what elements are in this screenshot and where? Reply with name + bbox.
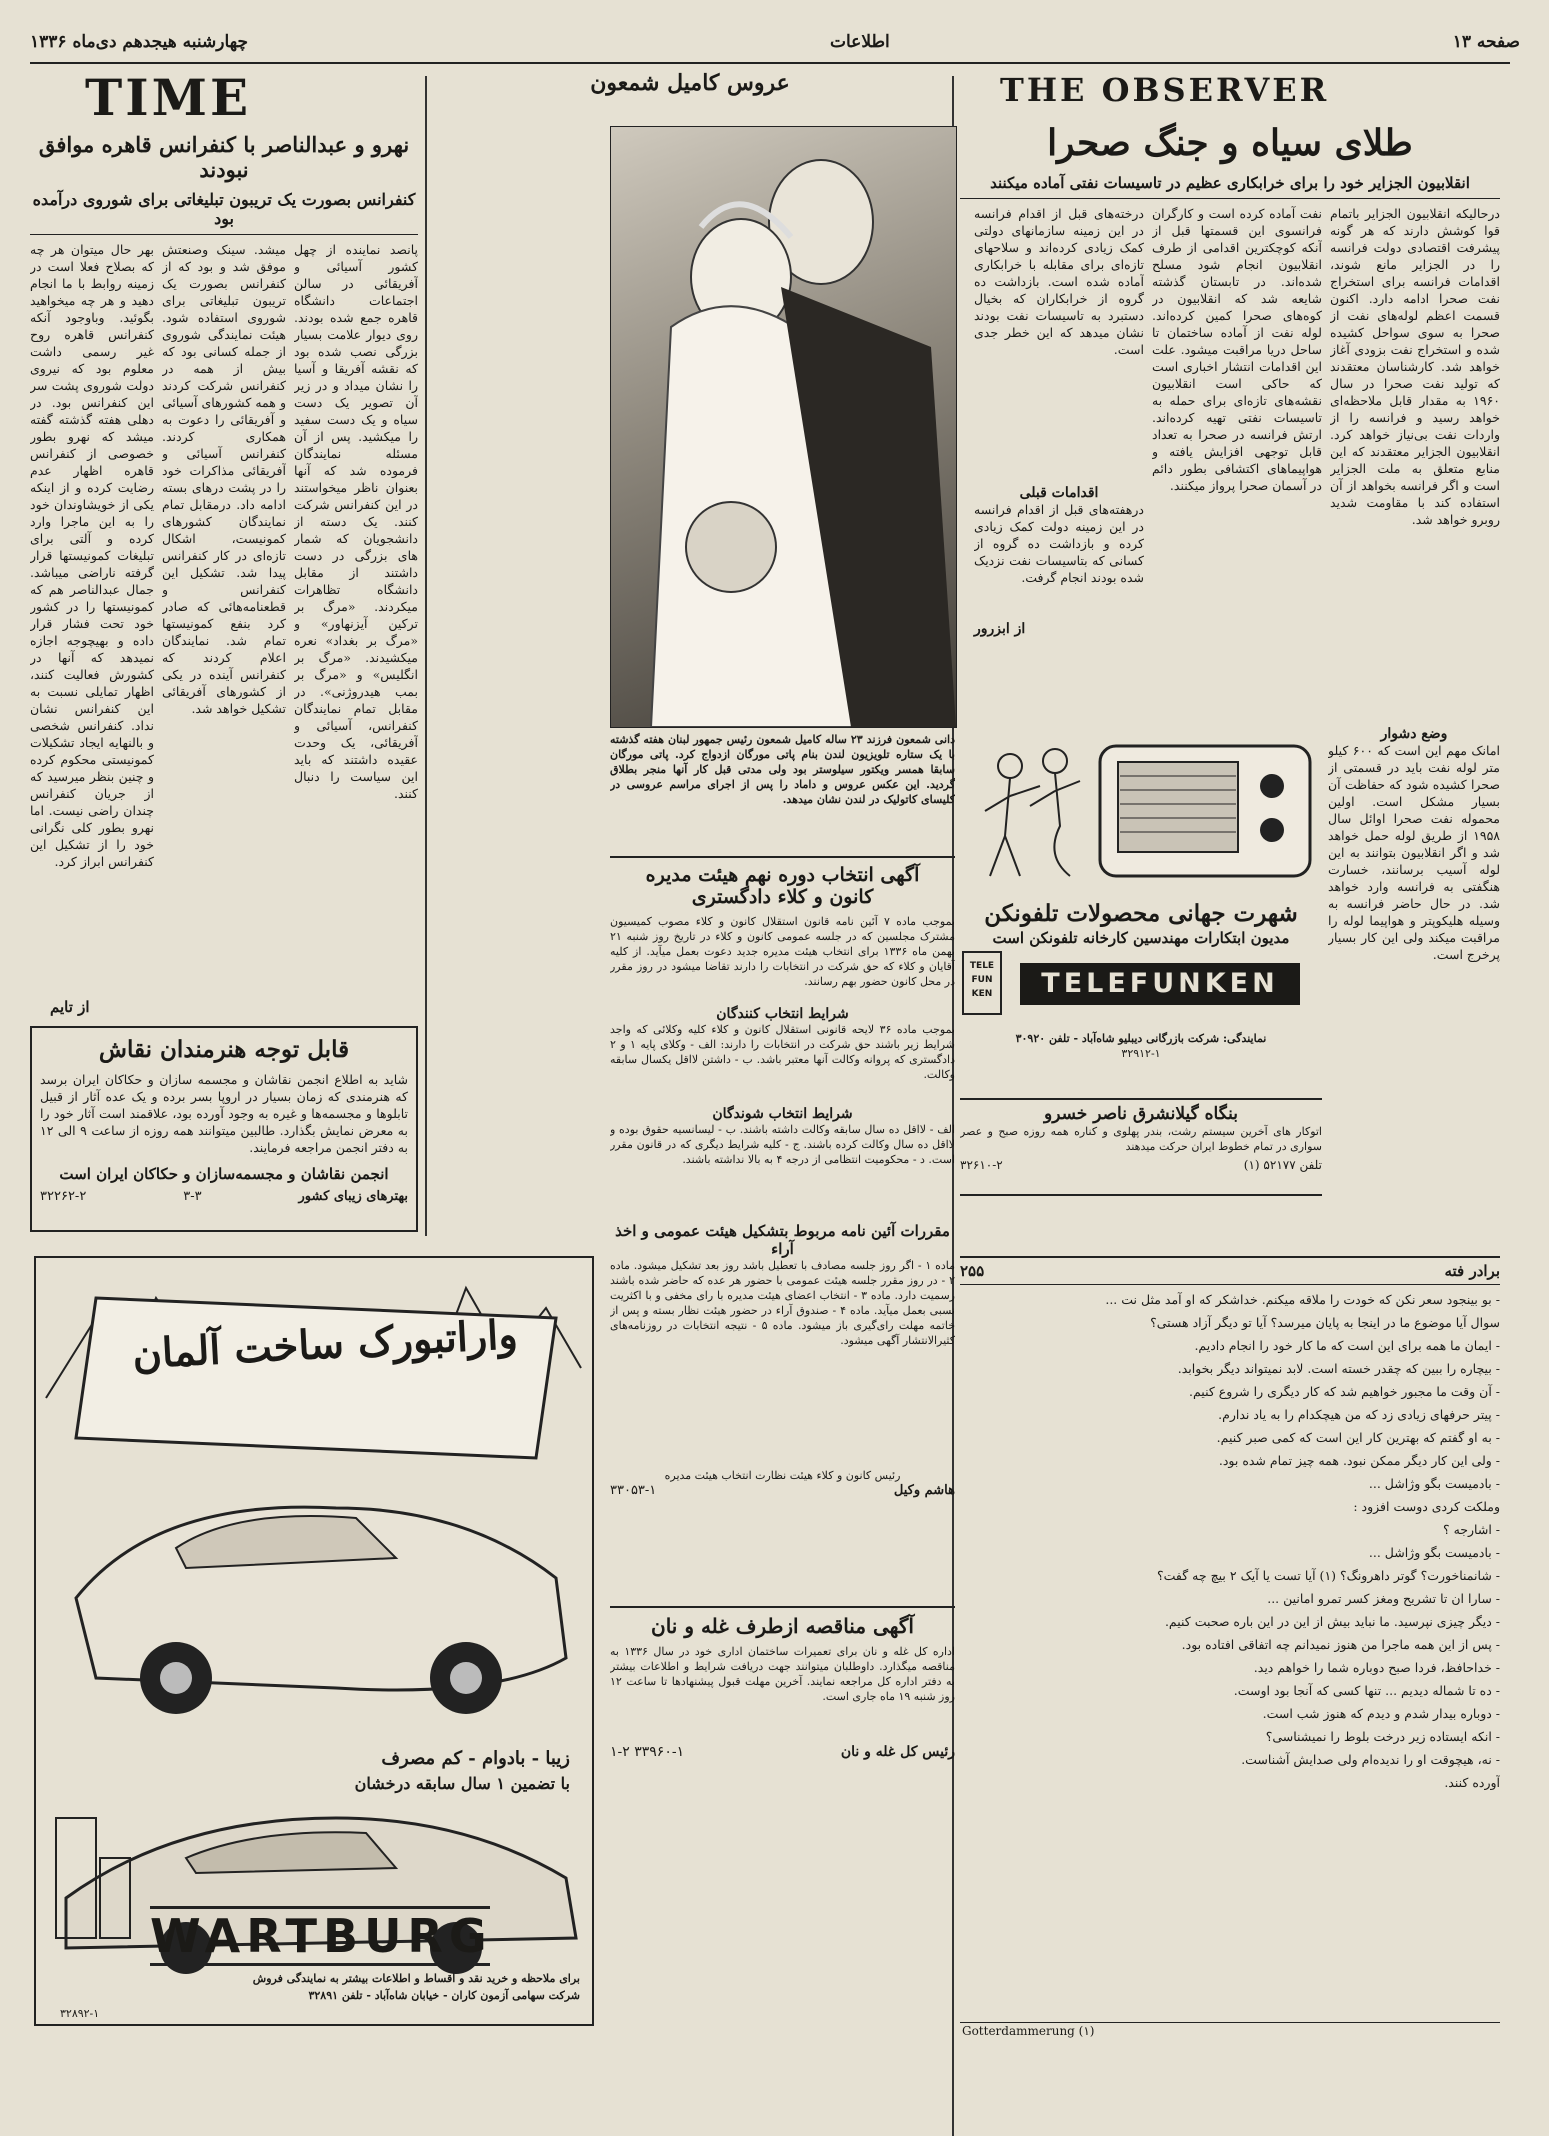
column-rule — [425, 76, 427, 1236]
grain-footer — [610, 1744, 955, 1760]
serial-line: - شانمناخورت؟ گوتر داهرونگ؟ (۱) آیا تست یا آیک ۲ بیچ چه گفت؟ — [1157, 1568, 1500, 1583]
time-column-3: بهر حال میتوان هر چه که بصلاح فعلا است در زمینه روابط با ما انجام دهید و هر چه میخواهید بگوئید. وباوجود آنکه کنفرانس قاهره روح غیر رسمی داشت معلوم بود که نیروی دولت شوروی پشت سر این کنفرانس بود. در دهلی هفته گذشته گفته میشد که نهرو بطور خصوصی از کنفرانس قاهره اظهار عدم رضایت کرده و از اینکه یکی از خویشاوندان خود را به این ماجرا وارد کرده و آلتی برای تبلیغات کمونیستها قرار گرفته ناراضی میباشد. جمال عبدالناصر هم که کمونیستها را در کشور خود تحت فشار قرار داده و بهیچوجه اجازه نمیدهد که آنها در کشورش فعالیت کنند، اظهار تمایلی نسبت به این کنفرانس نشان نداد. کنفرانس شخصی و بالنهایه ایجاد تشکیلات کمونیستی محکوم کرده و چنین بنظر میرسید که از جریان کنفرانس چندان راضی نیست. اما نهرو بطور کلی نگرانی خود را از تشکیل این کنفرانس ابراز کرد. — [30, 242, 154, 869]
observer-section: درهفته‌های قبل از اقدام فرانسه در این زمینه دولت کمک زیادی کرده و بازداشت ده گروه از کسانی که بتاسیسات نفت نزدیک شده بودند انجام گرفت. — [974, 502, 1144, 585]
painters-title: قابل توجه هنرمندان نقاش — [98, 1036, 350, 1063]
serial-line: - نه، هیچوقت او را ندیده‌ام ولی صدایش آشناست. — [1241, 1752, 1500, 1767]
telefunken-badge-bot: KEN — [971, 989, 993, 999]
serial-line: - ولی این کار دیگر ممکن نبود. همه چیز تمام شده بود. — [1218, 1453, 1500, 1468]
serial-line: سوال آیا موضوع ما در اینجا به پایان میرسد؟ آیا تو دیگر آزاد هستی؟ — [1150, 1315, 1500, 1330]
wedding-caption: دانی شمعون فرزند ۲۳ ساله کامیل شمعون رئیس جمهور لبنان هفته گذشته با یک ستاره تلویزیون لندن بنام پاتی مورگان ازدواج کرد. پاتی مورگان سابقا همسر ویکتور سیلوستر بود ولی مدتی قبل کار آنها منجر بطلاق گردید. این عکس عروس و داماد را پس از اجرای مراسم عروسی در کلیسای کاتولیک در لندن نشان میدهد. — [610, 733, 955, 806]
elections-section-2: الف - لااقل ده سال سابقه وکالت داشته باشند. ب - لیسانسیه حقوق بوده و لااقل ده سال وکالت کرده باشند. ج - کلیه شرایط دیگری که در قانون مقرر است. د - محکومیت انتظامی از درجه ۴ به بالا نداشته باشند. — [610, 1123, 955, 1166]
elections-footer — [610, 1483, 955, 1498]
painters-signature-2: بهترهای زیبای کشور — [298, 1189, 408, 1204]
elections-name: هاشم وکیل — [893, 1483, 955, 1498]
serial-title: برادر فته — [1444, 1262, 1500, 1280]
serial-header — [960, 1262, 1500, 1285]
time-article — [30, 70, 418, 1030]
serial-line: - بادمیست بگو وژاشل ... — [1368, 1476, 1500, 1491]
elections-title-2: کانون و کلاء دادگستری — [691, 886, 874, 908]
painters-phone: ۳۲۲۶۲-۲ — [40, 1189, 87, 1204]
observer-column-3-wrap — [974, 205, 1144, 675]
telefunken-sub: مدیون ابتکارات مهندسین کارخانه تلفونکن است — [992, 929, 1290, 947]
wedding-photo-figures — [611, 127, 956, 727]
serial-line: - خداحافظ، فردا صبح دوباره شما را خواهم دید. — [1253, 1660, 1500, 1675]
observer-continuation — [1328, 726, 1500, 1246]
wartburg-brand: WARTBURG — [150, 1906, 490, 1966]
telefunken-badge — [962, 951, 1002, 1015]
painters-signature: انجمن نقاشان و مجسمه‌سازان و حکاکان ایران است — [59, 1165, 389, 1183]
khosro-ad — [960, 1098, 1322, 1196]
observer-column-1: درحالیکه انقلابیون الجزایر باتمام قوا کوشش دارند که هر گونه پیشرفت اقتصادی دولت فرانسه را در الجزایر مانع شوند، اقدامات فرانسه برای استخراج نفت صحرا ادامه دارد. اکنون قسمت اعظم لوله‌های نفت از صحرا به سوی سواحل کشیده شده و استخراج نفت بزودی آغاز خواهد شد. کارشناسان معتقدند که تولید نفت صحرا در سال ۱۹۶۰ به مقدار قابل ملاحظه‌ای خواهد رسید و فرانسه را از واردات نفت بی‌نیاز خواهد کرد. انقلابیون الجزایر معتقدند که این منابع متعلق به ملت الجزایر است و اگر فرانسه بخواهد از آن استفاده کند با مقاومت شدید روبرو خواهد شد. — [1330, 206, 1500, 527]
time-subhead: کنفرانس بصورت یک تریبون تبلیغاتی برای شوروی درآمده بود — [30, 190, 418, 235]
wartburg-dealer-2: شرکت سهامی آزمون کاران - خیابان شاه‌آباد - تلفن ۳۲۸۹۱ — [308, 1989, 580, 2002]
elections-title: آگهی انتخاب دوره نهم هیئت مدیره — [645, 864, 920, 886]
serial-line: - ایمان ما همه برای این است که ما کار خود را انجام دادیم. — [1194, 1338, 1500, 1353]
serial-line: - دوباره بیدار شدم و دیدم که هنوز شب است. — [1262, 1706, 1500, 1721]
serial-line: - بیچاره را ببین که چقدر خسته است. لابد نمیتواند دیگر بخوابد. — [1177, 1361, 1500, 1376]
observer-col1b-title: وضع دشوار — [1380, 726, 1448, 742]
serial-number: ۲۵۵ — [960, 1262, 985, 1280]
time-columns — [30, 241, 418, 1001]
observer-section-title: اقدامات قبلی — [1019, 485, 1099, 501]
elections-section-1-title: شرایط انتخاب کنندگان — [716, 1006, 849, 1022]
wartburg-title: واراتبورک ساخت آلمان — [131, 1310, 519, 1379]
observer-masthead: THE OBSERVER — [1000, 71, 1330, 109]
header-date: چهارشنبه هیجدهم دی‌ماه ۱۳۳۶ — [30, 32, 248, 52]
serial-footnote: Gotterdammerung (۱) — [962, 2024, 1095, 2038]
serial-line: - انکه ایستاده زیر درخت بلوط را نمیشناسی؟ — [1265, 1729, 1500, 1744]
wartburg-tagline-1: زیبا - بادوام - کم مصرف — [381, 1748, 570, 1769]
radio-illustration — [960, 726, 1322, 896]
elections-rules: ماده ۱ - اگر روز جلسه مصادف با تعطیل باشد روز بعد تشکیل میشود. ماده ۲ - در روز مقرر جلسه هیئت عمومی با حضور هر عده که حاضر شده باشند رسمیت دارد. ماده ۳ - انتخاب اعضای هیئت مدیره با رای مخفی و با اکثریت نسبی بعمل میآید. ماده ۴ - صندوق آراء در حضور هیئت نظار بسته و پس از خاتمه مهلت رای‌گیری باز میشود. ماده ۵ - نتیجه انتخابات در روزنامه‌های کثیرالانتشار آگهی میشود. — [610, 1259, 955, 1347]
observer-col1b: امانک مهم این است که ۶۰۰ کیلو متر لوله نفت باید در قسمتی از صحرا کشیده شود که حفاظت آن بسیار مشکل است. اولین محموله نفت صحرا اوائل سال ۱۹۵۸ از طریق لوله حمل خواهد شد و اگر انقلابیون بتوانند به این لوله آسیب برسانند، خسارت هنگفتی به فرانسه وارد خواهد شد. در حال حاضر فرانسه به وسیله هلیکوپتر و هواپیما لوله را مراقبت میکند ولی این کار بسیار پرخرج است. — [1328, 743, 1500, 962]
serial-line: - به او گفتم که بهترین کار این است که کمی صبر کنیم. — [1216, 1430, 1500, 1445]
observer-headline: طلای سیاه و جنگ صحرا — [1047, 122, 1413, 164]
elections-code: ۳۳۰۵۳-۱ — [610, 1483, 657, 1498]
grain-signature: رئیس کل غله و نان — [840, 1744, 955, 1760]
painters-footer — [40, 1189, 408, 1204]
serial-line: آورده کنند. — [1444, 1775, 1500, 1790]
grain-title: آگهی مناقصه ازطرف غله و نان — [651, 1614, 914, 1638]
serial-line: - دیگر چیزی نپرسید. ما نباید بیش از این در این باره صحبت کنیم. — [1164, 1614, 1500, 1629]
khosro-phone: تلفن ۵۲۱۷۷ (۱) — [1243, 1158, 1322, 1172]
serial-line: - سارا ان تا تشریح ومغز کسر تمرو امانین ... — [1267, 1591, 1500, 1606]
observer-columns — [960, 205, 1500, 675]
serial-line: - پس از این همه ماجرا من هنوز نمیدانم چه اتفاقی افتاده بود. — [1181, 1637, 1500, 1652]
telefunken-logo-row — [960, 951, 1322, 1031]
elections-signature: رئیس کانون و کلاء هیئت نظارت انتخاب هیئت مدیره — [664, 1469, 901, 1482]
serial-line: - اشارجه ؟ — [1442, 1522, 1500, 1537]
grain-tender — [610, 1606, 955, 1796]
serial-line: - پیتر حرفهای زیادی زد که من هیچکدام را به یاد ندارم. — [1218, 1407, 1500, 1422]
elections-notice — [610, 856, 955, 1596]
serial-bottom-rule — [960, 2022, 1500, 2023]
serial-lines — [960, 1291, 1500, 1791]
header-rule — [30, 62, 1510, 64]
header-paper-name: اطلاعات — [830, 32, 890, 52]
header-page-number: صفحه ۱۳ — [1452, 32, 1520, 52]
observer-column-3: درخته‌های قبل از اقدام فرانسه در این زمینه سازمانهای دولتی کمک زیادی کرده‌اند و سلاحهای تازه‌ای برای مقابله با خرابکاری آماده شده است. بازداشت ده گروه از خرابکاران که بخیال دستبرد به تاسیسات نفت بودند نشان میدهد که این خطر جدی است. — [974, 206, 1144, 357]
wartburg-tagline-2: با تضمین ۱ سال سابقه درخشان — [354, 1774, 570, 1793]
observer-credit: از ابزرور — [974, 621, 1026, 637]
time-headline: نهرو و عبدالناصر با کنفرانس قاهره موافق نبودند — [38, 132, 410, 182]
telefunken-dealer: نمایندگی: شرکت بازرگانی دیبلیو شاه‌آباد - تلفن ۳۰۹۲۰ — [1015, 1032, 1267, 1045]
observer-column-2: نفت آماده کرده است و کارگران فرانسوی این قسمتها قبل از آنکه کوچکترین اقدامی از طرف انقلابیون انجام شود مسلح شده‌اند. در تابستان گذشته شایعه شد که انقلابیون در کوه‌های صحرا کمین کرده‌اند. لوله نفت از آماده ساختمان تا ساحل دریا مراقبت میشود. علت این اقدامات انتشار اخباری است که حاکی است انقلابیون نقشه‌های تازه‌ای برای حمله به تاسیسات نفتی تهیه کرده‌اند. ارتش فرانسه در صحرا به تعداد قابل توجهی افزایش یافته و هواپیماهای اکتشافی بطور دائم در آسمان صحرا پرواز میکنند. — [1152, 206, 1322, 493]
telefunken-headline: شهرت جهانی محصولات تلفونکن — [984, 900, 1298, 927]
observer-article — [960, 70, 1500, 720]
painters-body: شاید به اطلاع انجمن نقاشان و مجسمه سازان و حکاکان ایران برسد که هنرمندی که زمان بسیار در اروپا بسر برده و یک عده آثار از قبیل تابلوها و مجسمه‌ها و غیره به وجود آورده بود، علاقمند است آثار خود را به معرض نمایش بگذارد. طالبین میتوانند همه روزه از ساعت ۹ الی ۱۲ به دفتر انجمن مراجعه فرمایند. — [40, 1072, 408, 1155]
serial-line: - ده تا شماله دیدیم ... تنها کسی که آنجا بود اوست. — [1233, 1683, 1500, 1698]
wedding-title: عروس کامیل شمعون — [590, 70, 790, 96]
khosro-title: بنگاه گیلانشرق ناصر خسرو — [1044, 1104, 1238, 1124]
time-column-2: میشد. سینک وصنعتش موفق شد و بود که از کنفرانس بصورت یک تریبون تبلیغاتی برای شوروی استفاده شود. هیئت نمایندگی شوروی از جمله کسانی بود که بیش از همه در کنفرانس شرکت کردند و همه کشورهای آسیائی و آفریقائی را دعوت به همکاری کردند. کنفرانس آسیائی و آفریقائی مذاکرات خود را در پشت درهای بسته ادامه داد. درمقابل تمام نمایندگان کشورهای کمونیست، اشکال تازه‌ای در کار کنفرانس پیدا شد. تشکیل این کنفرانس و قطعنامه‌هائی که صادر کرد بنفع کمونیستها تمام شد. نمایندگان اعلام کردند که کنفرانس آینده در یکی از کشورهای آفریقائی تشکیل خواهد شد. — [162, 242, 286, 716]
khosro-body: اتوکار های آخرین سیستم رشت، بندر پهلوی و کناره همه روزه صبح و عصر سواری در تمام خطوط ایران حرکت میدهند — [960, 1125, 1322, 1153]
grain-code: ۳۳۹۶۰-۱ ۱-۲ — [610, 1744, 685, 1760]
elections-section-2-title: شرایط انتخاب شوندگان — [712, 1106, 853, 1122]
serial-line: وملکت کردی دوست افزود : — [1353, 1499, 1500, 1514]
telefunken-ad — [960, 726, 1322, 1094]
painters-notice — [30, 1026, 418, 1232]
khosro-code: ۳۲۶۱۰-۲ — [960, 1158, 1003, 1172]
elections-intro: بموجب ماده ۷ آئین نامه قانون استقلال کانون و کلاء مصوب کمیسیون مشترک مجلسین که در جلسه عمومی کانون و کلاء در تاریخ روز شنبه ۲۱ بهمن ماه ۱۳۳۶ برای انتخاب هیئت مدیره جدید دعوت بعمل میآید. از کلیه آقایان و کلاء که حق شرکت در انتخابات را دارند تقاضا میشود در روز مقرر در محل کانون حضور بهم رسانند. — [610, 915, 955, 988]
khosro-footer — [960, 1158, 1322, 1172]
telefunken-brand: TELEFUNKEN — [1020, 963, 1300, 1005]
time-masthead: TIME — [85, 70, 252, 127]
serial-line: - بو بینجود سعر نکن که خودت را ملاقه میکنم. خداشکر که او آمد مثل نت ... — [1105, 1292, 1500, 1307]
serial-line: - بادمیست بگو وژاشل ... — [1368, 1545, 1500, 1560]
elections-rules-title: مقررات آئین نامه مربوط بتشکیل هیئت عمومی و اخذ آراء — [615, 1222, 950, 1258]
wartburg-code: ۳۲۸۹۲-۱ — [60, 2007, 100, 2020]
telefunken-badge-mid: FUN — [971, 975, 993, 985]
serial-story — [960, 1262, 1500, 2022]
observer-subhead: انقلابیون الجزایر خود را برای خرابکاری عظیم در تاسیسات نفتی آماده میکنند — [960, 174, 1500, 199]
elections-section-1: بموجب ماده ۳۶ لایحه قانونی استقلال کانون و کلاء کلیه وکلائی که واجد شرایط زیر باشند حق شرکت در انتخابات را دارند: الف - وکلای پایه ۱ و ۲ دادگستری که پروانه وکالت آنها معتبر باشد. ب - داشتن لااقل یکسال سابقه وکالت. — [610, 1023, 955, 1081]
telefunken-badge-top: TELE — [969, 961, 995, 971]
newspaper-page — [30, 26, 1549, 2036]
painters-code: ۳-۳ — [183, 1189, 202, 1204]
serial-top-rule — [960, 1256, 1500, 1258]
wartburg-dealer-1: برای ملاحظه و خرید نقد و اقساط و اطلاعات بیشتر به نمایندگی فروش — [252, 1972, 580, 1985]
time-column-1: پانصد نماینده از چهل کشور آسیائی و آفریقائی در سالن اجتماعات دانشگاه قاهره جمع شده بودند. روی دیوار علامت بسیار بزرگی نصب شده بود که نقشه آفریقا و آسیا را نشان میداد و در زیر آن تصویر یک دست سیاه و یک دست سفید را میکشید. پس از آن مسئله نمایندگان فرموده شد که آنها بعنوان ناظر میخواستند در این کنفرانس شرکت کنند. یک دسته از دانشجویان که شمار های بزرگی در دست داشتند از مقابل دانشگاه تظاهرات میکردند. «مرگ بر ترکین آیزنهاور» و «مرگ بر بغداد» نعره میکشیدند. «مرگ بر انگلیس» و «مرگ بر بمب هیدروژنی». در مقابل تمام نمایندگان کنفرانس، آسیائی و آفریقائی، یک وحدت عقیده داشتند که باید این سیاست را دنبال کنند. — [294, 242, 418, 801]
telefunken-code: ۳۲۹۱۲-۱ — [1121, 1047, 1161, 1060]
grain-body: اداره کل غله و نان برای تعمیرات ساختمان اداری خود در سال ۱۳۳۶ به مناقصه میگذارد. داوطلبان میتوانند جهت دریافت شرایط و اطلاعات بیشتر به دفتر اداره کل مراجعه نمایند. آخرین مهلت قبول پیشنهادها تا ساعت ۱۲ روز شنبه ۱۹ ماه جاری است. — [610, 1645, 955, 1703]
wedding-photo — [610, 126, 957, 728]
time-credit: از تایم — [50, 998, 90, 1016]
serial-line: - آن وقت ما مجبور خواهیم شد که کار دیگری را شروع کنیم. — [1189, 1384, 1500, 1399]
